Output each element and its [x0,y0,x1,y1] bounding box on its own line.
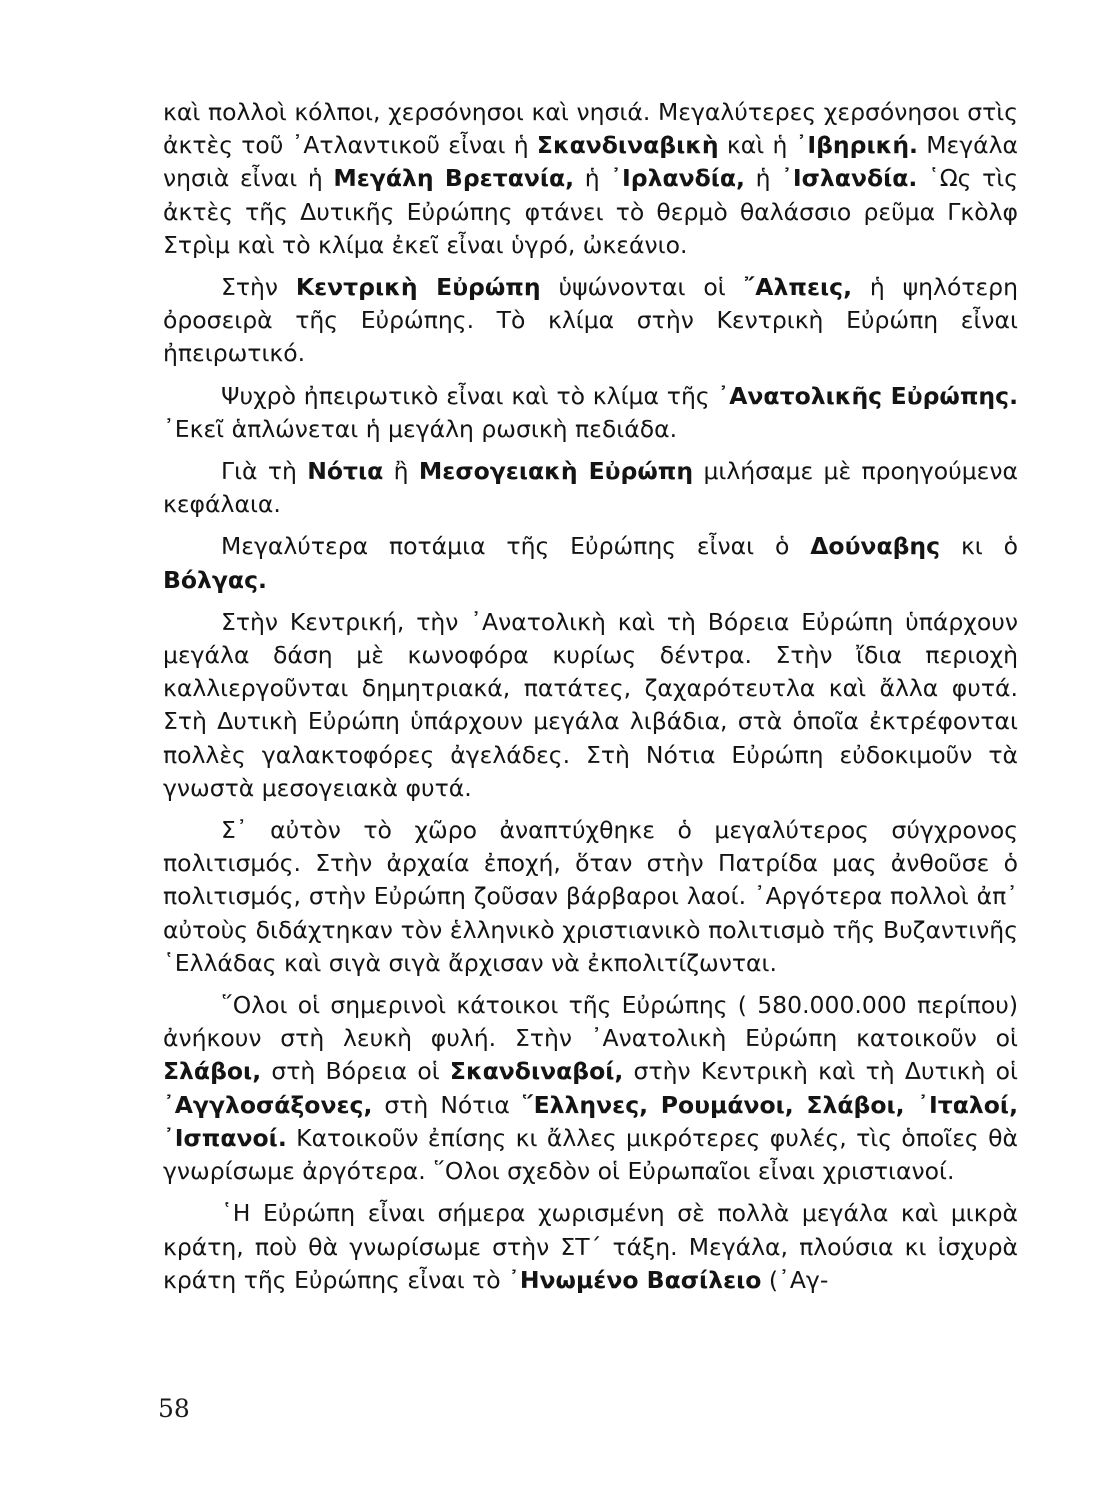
page-text-block [163,96,1018,1306]
page-number: 58 [158,1394,190,1423]
paragraph [163,271,1018,371]
bold-term: Σλάβοι, [163,1057,262,1086]
paragraph [163,96,1018,262]
text-run: ὑψώνονται οἱ [540,273,744,302]
text-run: στὴ Βόρεια οἱ [261,1057,450,1086]
bold-term: Σκανδιναβοί, [449,1057,624,1086]
text-run: καὶ ἡ [718,131,796,160]
bold-term: Βόλγας. [163,565,267,594]
text-run: ἢ [383,457,419,486]
text-run: ᾿Εκεῖ ἁπλώνεται ἡ μεγάλη ρωσικὴ πεδιάδα. [163,414,678,443]
bold-term: Μεγάλη Βρετανία, [333,164,575,193]
bold-term: Νότια [307,457,384,486]
text-run: στὴν Κεντρικὴ καὶ τὴ Δυτικὴ οἱ [623,1057,1018,1086]
paragraph [163,530,1018,596]
paragraph [163,606,1018,805]
bold-term: ᾿Ηνωμένο Βασίλειο [508,1265,762,1294]
bold-term: ᾿Ιβηρική. [795,131,918,160]
bold-term: ᾿Ιρλανδία, [610,164,745,193]
bold-term: ᾿Ανατολικῆς Εὐρώπης. [717,381,1018,410]
text-run: ἡ ψηλότερη ὀροσειρὰ τῆς Εὐρώπης. Τὸ κλίμα στὴν Κεντρικὴ Εὐρώπη εἶναι ἠπειρωτικό. [163,273,1018,368]
bold-term: Κεντρικὴ Εὐρώπη [295,273,541,302]
text-run: ῞Ολοι οἱ σημερινοὶ κάτοικοι τῆς Εὐρώπης ( 580.000.000 περίπου) ἀνήκουν στὴ λευκὴ φυλή. Στὴν ᾿Ανατολικὴ Εὐρώπη κατοικοῦν οἱ [163,991,1018,1053]
text-run: ἡ [574,164,611,193]
text-run: Στὴν [221,273,296,302]
text-run: Σ᾿ αὐτὸν τὸ χῶρο ἀναπτύχθηκε ὁ μεγαλύτερος σύγχρονος πολιτισμός. Στὴν ἀρχαία ἐποχή, ὅταν στὴν Πατρίδα μας ἀνθοῦσε ὁ πολιτισμός, στὴν Εὐρώπη ζοῦσαν βάρβαροι λαοί. ᾿Αργότερα πολλοὶ ἀπ᾿ αὐτοὺς διδάχτηκαν τὸν ἑλληνικὸ χριστιανικὸ πολιτισμὸ τῆς Βυζαντινῆς ῾Ελλάδας καὶ σιγὰ σιγὰ ἄρχισαν νὰ ἐκπολιτίζωνται. [163,816,1018,977]
text-run: στὴ Νότια [372,1090,522,1119]
text-run: ῾Ως τὶς ἀκτὲς τῆς Δυτικῆς Εὐρώπης φτάνει τὸ θερμὸ θαλάσσιο ρεῦμα Γκὸλφ Στρὶμ καὶ τὸ κλίμα ἐκεῖ εἶναι ὑγρό, ὠκεάνιο. [163,164,1018,259]
paragraph [163,455,1018,521]
text-run: καὶ πολλοὶ κόλποι, χερσόνησοι καὶ νησιά. Μεγαλύτερες χερσόνησοι στὶς ἀκτὲς τοῦ ᾿Ατλαντικοῦ εἶναι ἡ [163,98,1018,160]
bold-term: ᾿Αγγλοσάξονες, [163,1090,373,1119]
paragraph [163,989,1018,1188]
bold-term: Δούναβης [810,532,941,561]
bold-term: Σκανδιναβικὴ [536,131,719,160]
text-run: μιλήσαμε μὲ προηγούμενα κεφάλαια. [163,457,1018,519]
text-run: Μεγάλα νησιὰ εἶναι ἡ [163,131,1019,193]
paragraph [163,1197,1018,1297]
paragraph [163,814,1018,980]
bold-term: ῎Αλπεις, [743,273,853,302]
text-run: Γιὰ τὴ [221,457,308,486]
text-run: Κατοικοῦν ἐπίσης κι ἄλλες μικρότερες φυλές, τὶς ὁποῖες θὰ γνωρίσωμε ἀργότερα. ῞Ολοι σχεδὸν οἱ Εὐρωπαῖοι εἶναι χριστιανοί. [163,1123,1018,1186]
text-run: Μεγαλύτερα ποτάμια τῆς Εὐρώπης εἶναι ὁ [221,532,811,561]
text-run: (᾿Αγ- [761,1265,829,1294]
text-run: Στὴν Κεντρική, τὴν ᾿Ανατολικὴ καὶ τὴ Βόρεια Εὐρώπη ὑπάρχουν μεγάλα δάση μὲ κωνοφόρα κυρίως δέντρα. Στὴν ἴδια περιοχὴ καλλιεργοῦνται δημητριακά, πατάτες, ζαχαρότευτλα καὶ ἄλλα φυτά. Στὴ Δυτικὴ Εὐρώπη ὑπάρχουν μεγάλα λιβάδια, στὰ ὁποῖα ἐκτρέφονται πολλὲς γαλακτοφόρες ἀγελάδες. Στὴ Νότια Εὐρώπη εὐδοκιμοῦν τὰ γνωστὰ μεσογειακὰ φυτά. [163,607,1018,802]
bold-term: Μεσογειακὴ Εὐρώπη [418,457,694,486]
bold-term: ᾿Ισλανδία. [781,164,918,193]
text-run: κι ὁ [940,532,1018,561]
text-run: ῾Η Εὐρώπη εἶναι σήμερα χωρισμένη σὲ πολλὰ μεγάλα καὶ μικρὰ κράτη, ποὺ θὰ γνωρίσωμε στὴν ΣΤ΄ τάξη. Μεγάλα, πλούσια κι ἰσχυρὰ κράτη τῆς Εὐρώπης εἶναι τὸ [163,1199,1018,1294]
bold-term: ῞Ελληνες, Ρουμάνοι, Σλάβοι, ᾿Ιταλοί, ᾿Ισπανοί. [163,1090,1018,1152]
paragraph [163,380,1018,446]
text-run: ἡ [744,164,782,193]
text-run: Ψυχρὸ ἠπειρωτικὸ εἶναι καὶ τὸ κλίμα τῆς [221,381,718,410]
